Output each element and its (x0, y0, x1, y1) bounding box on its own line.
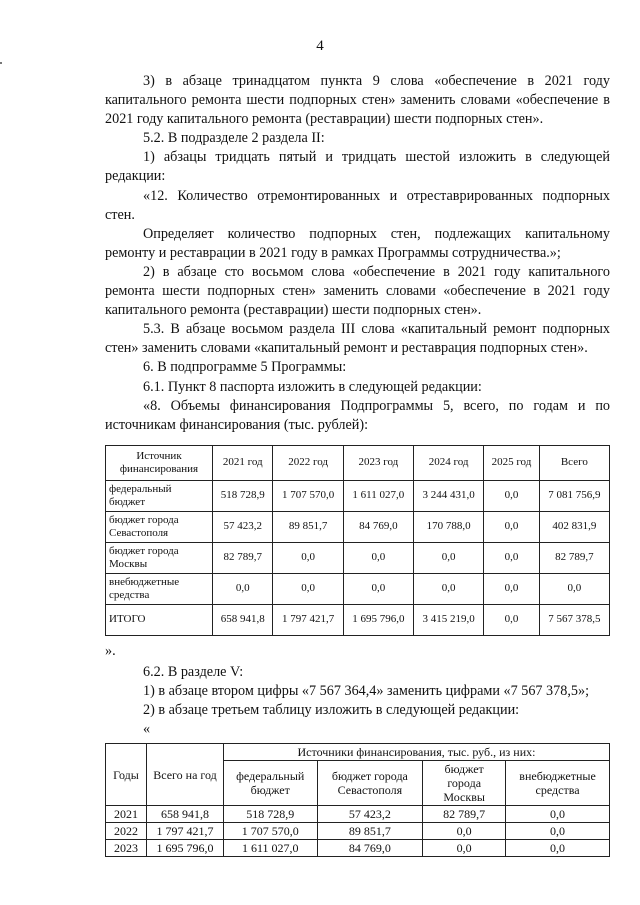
table-cell: 89 851,7 (273, 511, 343, 542)
paragraph-1-item: 1) абзацы тридцать пятый и тридцать шестой изложить в следующей редакции: (105, 149, 610, 185)
paragraph-6-1: 6.1. Пункт 8 паспорта изложить в следующей редакции: (143, 378, 482, 395)
paragraph-5-2: 5.2. В подразделе 2 раздела II: (143, 130, 325, 147)
table-cell: 1 695 796,0 (147, 840, 224, 857)
finance-table-header (106, 445, 610, 480)
table-cell: 658 941,8 (147, 806, 224, 823)
table-cell: 518 728,9 (213, 480, 273, 511)
paragraph-3-item: 3) в абзаце тринадцатом пункта 9 слова «обеспечение в 2021 году капитального ремонта шести подпорных стен» заменить словами «обеспечение в 2021 году капитального ремонта (реставрации) шести подпорных стен». (105, 73, 610, 128)
table-cell: 1 707 570,0 (224, 823, 318, 840)
finance-table (105, 445, 610, 636)
table-cell: 0,0 (423, 823, 506, 840)
table-cell: 1 707 570,0 (273, 480, 343, 511)
paragraph-6-2-1: 1) в абзаце втором цифры «7 567 364,4» заменить цифрами «7 567 378,5»; (143, 682, 590, 699)
table-cell: 84 769,0 (317, 840, 423, 857)
table-cell: 84 769,0 (343, 511, 413, 542)
table-cell: 3 244 431,0 (413, 480, 483, 511)
table-cell: 1 611 027,0 (224, 840, 318, 857)
table-cell: 82 789,7 (423, 806, 506, 823)
years-row-2021 (106, 806, 610, 823)
years-header-total: Всего на год (147, 744, 224, 806)
table-cell: бюджет города Москвы (106, 542, 213, 573)
table-cell: 0,0 (343, 573, 413, 604)
table-cell: 2023 (106, 840, 147, 857)
table-cell: внебюджетные средства (106, 573, 213, 604)
finance-header-cell: 2025 год (484, 445, 539, 480)
years-table (105, 743, 610, 857)
table-cell: 2022 (106, 823, 147, 840)
table-cell: 1 611 027,0 (343, 480, 413, 511)
paragraph-2-item: 2) в абзаце сто восьмом слова «обеспечение в 2021 году капитального ремонта шести подпорных стен» заменить словами «обеспечение в 2021 году капитального ремонта (реставрации) шести подпорных стен». (105, 263, 610, 319)
paragraph-6-2-2: 2) в абзаце третьем таблицу изложить в следующей редакции: (143, 702, 520, 719)
finance-row-extrabudget (106, 573, 610, 604)
table-cell: 57 423,2 (213, 511, 273, 542)
finance-header-cell: Источник финансирования (106, 445, 213, 480)
finance-header-cell: 2021 год (213, 445, 273, 480)
finance-row-sevastopol (106, 511, 610, 542)
years-header-source: федеральный бюджет (224, 761, 318, 806)
years-row-2023 (106, 840, 610, 857)
table-cell: 0,0 (423, 840, 506, 857)
table-cell: 0,0 (484, 511, 539, 542)
finance-row-moscow (106, 542, 610, 573)
table-cell: 1 797 421,7 (273, 604, 343, 635)
paragraph-quote-8: «8. Объемы финансирования Подпрограммы 5, всего, по годам и по источникам финансирования (тыс. рублей): (105, 397, 610, 433)
table-cell: 0,0 (273, 542, 343, 573)
table-cell: 1 695 796,0 (343, 604, 413, 635)
table-cell: 82 789,7 (213, 542, 273, 573)
table-cell: 0,0 (484, 604, 539, 635)
table-cell: 3 415 219,0 (413, 604, 483, 635)
finance-header-cell: 2023 год (343, 445, 413, 480)
table-cell: бюджет города Севастополя (106, 511, 213, 542)
table-cell: 0,0 (484, 480, 539, 511)
paragraph-6-2: 6.2. В разделе V: (143, 663, 244, 680)
finance-header-cell: Всего (539, 445, 609, 480)
years-row-2022 (106, 823, 610, 840)
years-header-sources: Источники финансирования, тыс. руб., из них: (224, 744, 610, 761)
years-header-years: Годы (106, 744, 147, 806)
table-cell: ИТОГО (106, 604, 213, 635)
table-cell: федеральный бюджет (106, 480, 213, 511)
finance-row-total (106, 604, 610, 635)
finance-header-cell: 2022 год (273, 445, 343, 480)
table-cell: 170 788,0 (413, 511, 483, 542)
table-cell: 518 728,9 (224, 806, 318, 823)
table-cell: 0,0 (539, 573, 609, 604)
paragraph-6: 6. В подпрограмме 5 Программы: (143, 359, 347, 376)
table-cell: 0,0 (213, 573, 273, 604)
years-header-source: бюджет города Москвы (423, 761, 506, 806)
table-cell: 7 567 378,5 (539, 604, 609, 635)
table-cell: 0,0 (506, 823, 610, 840)
table-cell: 82 789,7 (539, 542, 609, 573)
table-cell: 0,0 (343, 542, 413, 573)
years-header-source: бюджет города Севастополя (317, 761, 423, 806)
table-cell: 57 423,2 (317, 806, 423, 823)
years-table-header-top (106, 744, 610, 761)
closing-quote: ». (105, 642, 116, 659)
scan-margin-mark (0, 62, 2, 64)
table-cell: 0,0 (273, 573, 343, 604)
opening-quote: « (143, 721, 151, 738)
table-cell: 2021 (106, 806, 147, 823)
table-cell: 0,0 (506, 806, 610, 823)
table-cell: 1 797 421,7 (147, 823, 224, 840)
finance-header-cell: 2024 год (413, 445, 483, 480)
table-cell: 0,0 (506, 840, 610, 857)
paragraph-5-3: 5.3. В абзаце восьмом раздела III слова «капитальный ремонт подпорных стен» заменить словами «капитальный ремонт и реставрация подпорных стен». (105, 321, 610, 357)
finance-row-federal (106, 480, 610, 511)
paragraph-defines: Определяет количество подпорных стен, подлежащих капитальному ремонту и реставрации в 2021 году в рамках Программы сотрудничества.»; (105, 225, 610, 261)
table-cell: 402 831,9 (539, 511, 609, 542)
table-cell: 89 851,7 (317, 823, 423, 840)
years-header-source: внебюджетные средства (506, 761, 610, 806)
table-cell: 0,0 (413, 542, 483, 573)
page-number: 4 (316, 38, 324, 54)
table-cell: 0,0 (484, 573, 539, 604)
table-cell: 658 941,8 (213, 604, 273, 635)
table-cell: 0,0 (413, 573, 483, 604)
table-cell: 0,0 (484, 542, 539, 573)
table-cell: 7 081 756,9 (539, 480, 609, 511)
document-body (105, 72, 610, 857)
paragraph-quote-12: «12. Количество отремонтированных и отреставрированных подпорных стен. (105, 187, 610, 223)
